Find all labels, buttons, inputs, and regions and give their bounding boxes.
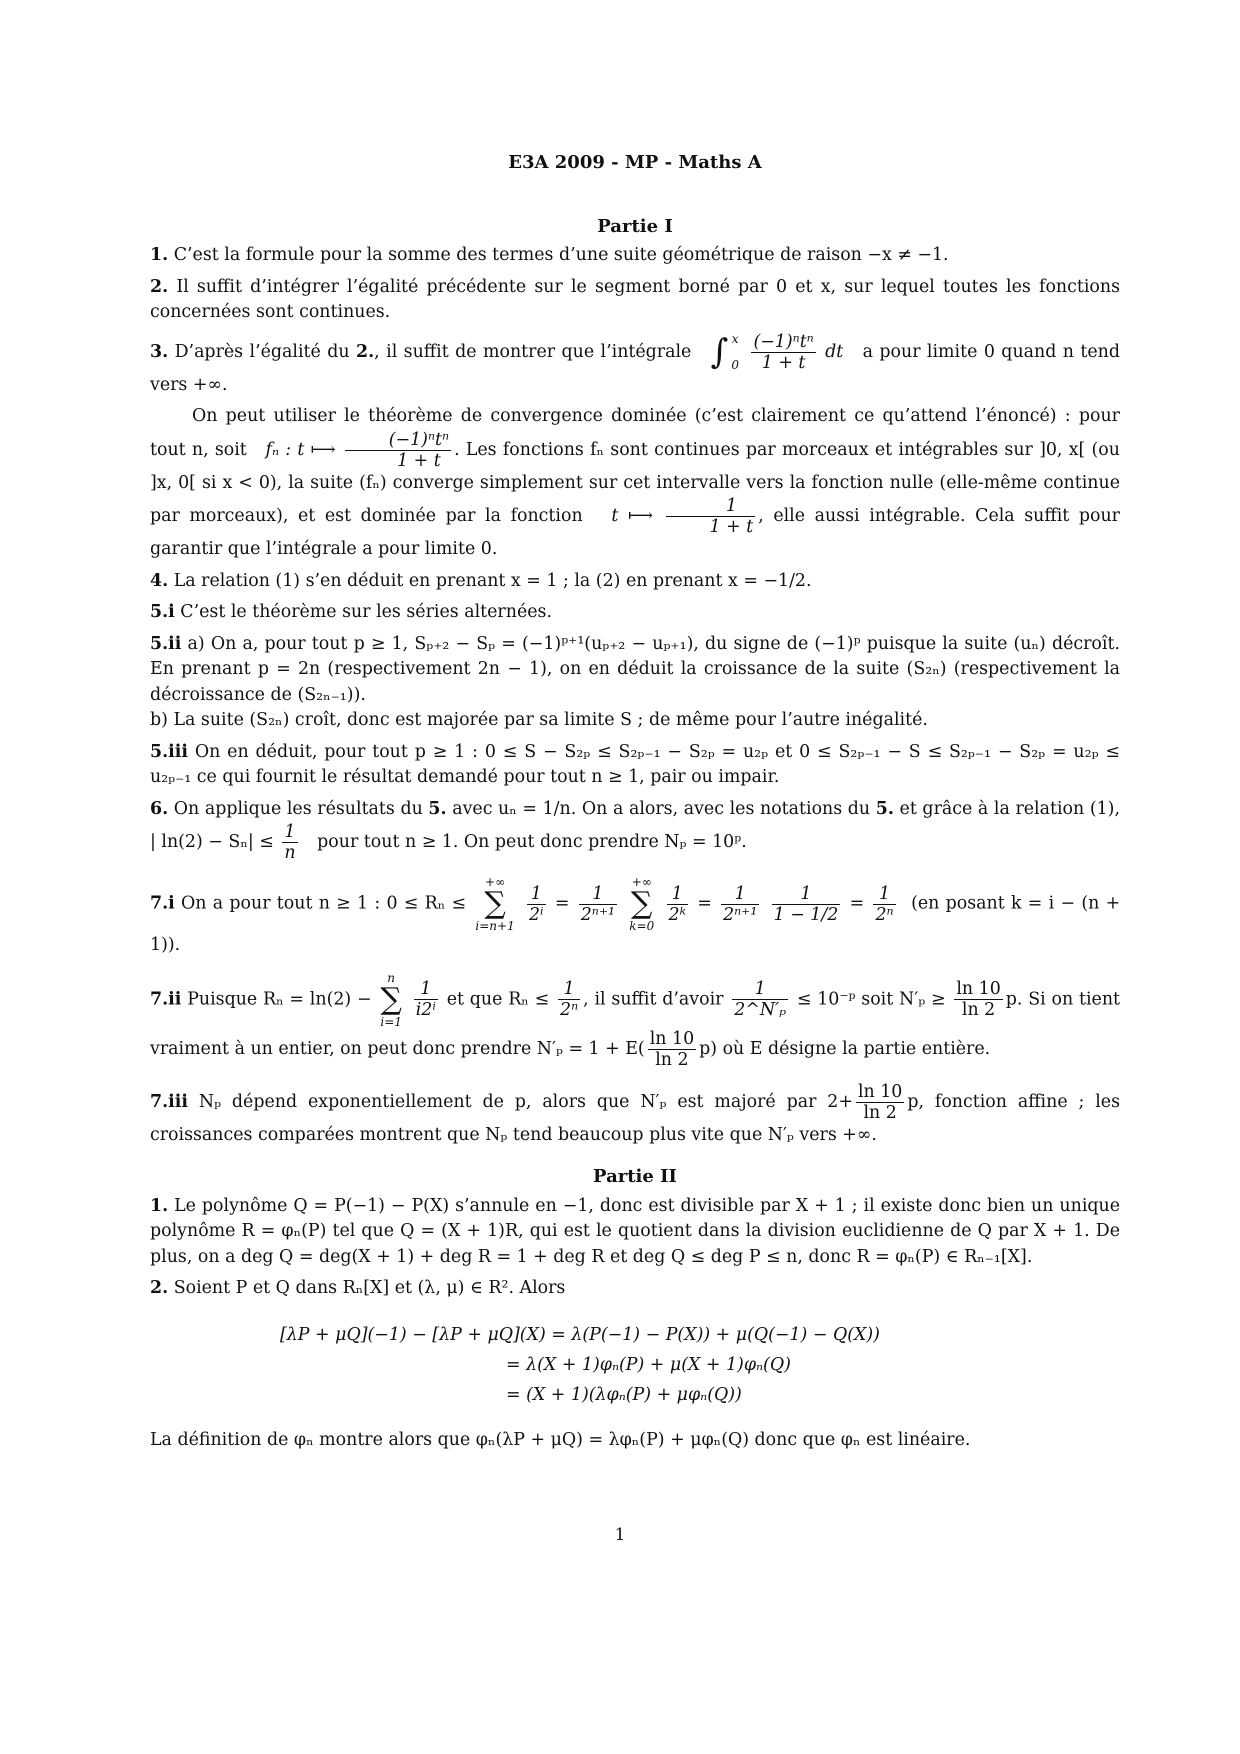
p1-q7i-f5-num: 1 xyxy=(772,884,841,905)
p1-q2 xyxy=(150,275,1120,326)
p1-q7ii-sum xyxy=(380,971,402,1029)
p2-eq-line-2-text: = λ(X + 1)φₙ(P) + μ(X + 1)φₙ(Q) xyxy=(506,1354,791,1375)
p2-q2-text: Soient P et Q dans Rₙ[X] et (λ, μ) ∈ R². Alors xyxy=(173,1278,566,1298)
p1-q7ii-text-e: p. Si on tient vraiment à un entier, on peut donc prendre N′ₚ = 1 + E( xyxy=(150,989,1121,1059)
p1-q7i-f3-den: 2ᵏ xyxy=(668,904,686,925)
p1-q5i xyxy=(150,600,1120,626)
p1-q3-p2-frac-num: (−1)ⁿtⁿ xyxy=(345,430,451,451)
p2-eq-line-3 xyxy=(280,1380,1120,1410)
p1-q7ii-number: 7.ii xyxy=(150,989,182,1009)
p2-q1-text: Le polynôme Q = P(−1) − P(X) s’annule en −1, donc est divisible par X + 1 ; il existe donc bien un unique polynôme R = φₙ(P) tel que Q = (X + 1)R, qui est le quotient dans la division euclidienne de Q par X + 1. De plus, on a deg Q = deg(X + 1) + deg R = 1 + deg R et deg Q ≤ deg P ≤ n, donc R = φₙ(P) ∈ Rₙ₋₁[X]. xyxy=(150,1195,1121,1267)
p1-q7i-f1-num: 1 xyxy=(527,884,546,905)
p1-q3-p2-a: On peut utiliser le théorème de convergence dominée (c’est clairement ce qu’attend l’énoncé) : pour tout n, soit xyxy=(150,406,1120,460)
p1-q6-number: 6. xyxy=(150,798,169,819)
p1-q3-int-limits xyxy=(731,332,739,372)
p2-q1-number: 1. xyxy=(150,1195,169,1216)
p1-q7ii-text-a: Puisque Rₙ = ln(2) − xyxy=(187,989,372,1009)
p1-q6-ref2: 5. xyxy=(875,798,894,819)
p1-q7i-f3-num: 1 xyxy=(667,884,688,905)
p1-q7ii-f2-den: 2ⁿ xyxy=(560,1000,579,1020)
p1-q4-number: 4. xyxy=(150,570,169,591)
p1-q7i-text-b: (en posant k = i − (n + 1)). xyxy=(150,893,1121,955)
p1-q7i-f1-den: 2ⁱ xyxy=(528,904,544,925)
p1-q1-number: 1. xyxy=(150,245,169,265)
p1-q7ii-f1-den: i2ⁱ xyxy=(415,1000,436,1020)
p1-q6-text-d: pour tout n ≥ 1. On peut donc prendre Nₚ = 10ᵖ. xyxy=(317,832,747,852)
p2-q2-number: 2. xyxy=(150,1278,169,1298)
p1-q7ii-frac2 xyxy=(558,979,580,1020)
p1-q7ii-f3-num: 1 xyxy=(732,979,788,1000)
p1-q7i-f5-den: 1 − 1/2 xyxy=(773,904,839,925)
p1-q7ii-text-b: et que Rₙ ≤ xyxy=(446,989,550,1009)
p1-q7i-frac3 xyxy=(667,884,688,925)
p1-q3-text-b: , il suffit de montrer que l’intégrale xyxy=(374,341,692,362)
p1-q3-p2-fraction xyxy=(345,430,451,471)
part-1-title: Partie I xyxy=(597,215,673,237)
part-2-title: Partie II xyxy=(593,1166,677,1187)
p2-eq-line-1: [λP + μQ](−1) − [λP + μQ](X) = λ(P(−1) − P(X)) + μ(Q(−1) − Q(X)) xyxy=(280,1324,880,1345)
p2-q1 xyxy=(150,1194,1120,1271)
p2-eq-line-2 xyxy=(280,1350,1120,1380)
p1-q5i-text: C’est le théorème sur les séries alternées. xyxy=(180,602,552,622)
p1-q7ii-frac5 xyxy=(648,1029,696,1070)
p1-q5ii-text-b: b) La suite (S₂ₙ) croît, donc est majorée par sa limite S ; de même pour l’autre inégalité. xyxy=(150,710,928,730)
p1-q3 xyxy=(150,332,1120,399)
sigma-icon: ∑ xyxy=(631,886,653,921)
p1-q3-number: 3. xyxy=(150,341,169,362)
p1-q4-text: La relation (1) s’en déduit en prenant x = 1 ; la (2) en prenant x = −1/2. xyxy=(173,570,812,591)
p1-q7ii-text-c: , il suffit d’avoir xyxy=(583,989,724,1009)
p1-q7ii-sum-top: n xyxy=(387,970,396,985)
p1-q7i-eq1: = xyxy=(554,893,570,914)
p1-q7ii-f5-num: ln 10 xyxy=(649,1028,695,1049)
p1-q5iii xyxy=(150,740,1120,791)
p1-q7iii-f-num: ln 10 xyxy=(857,1081,903,1102)
p1-q7i-number: 7.i xyxy=(150,893,175,914)
p1-q6-ref1: 5. xyxy=(428,798,447,819)
p1-q7i-frac6 xyxy=(873,884,895,925)
p1-q1-text: C’est la formule pour la somme des termes d’une suite géométrique de raison −x ≠ −1. xyxy=(173,245,949,265)
p1-q7i-sum1 xyxy=(475,875,514,933)
p1-q7i-f2-num: 1 xyxy=(579,884,617,905)
p1-q3-dom-num: 1 xyxy=(666,496,756,517)
p1-q5ii xyxy=(150,632,1120,734)
p1-q3-p2-b: . Les fonctions fₙ sont continues par morceaux et intégrables sur ]0, x[ (ou ]x, 0[ si x < 0), la suite (fₙ) converge simplement sur cet intervalle vers la fonction nulle (elle-même continue par morceaux), et est dominée par la fonction xyxy=(150,439,1120,526)
p1-q7ii-f3-den: 2^N′ₚ xyxy=(734,1000,787,1020)
p1-q3-frac-den: 1 + t xyxy=(761,352,806,373)
p1-q7i-text-a: On a pour tout n ≥ 1 : 0 ≤ Rₙ ≤ xyxy=(181,893,467,914)
sigma-icon: ∑ xyxy=(380,981,402,1017)
p1-q7ii-frac4 xyxy=(954,979,1002,1020)
p1-q7i-f4-num: 1 xyxy=(721,884,759,905)
p1-q7i-frac5 xyxy=(772,884,841,925)
p1-q5ii-text-a: a) On a, pour tout p ≥ 1, Sₚ₊₂ − Sₚ = (−1)ᵖ⁺¹(uₚ₊₂ − uₚ₊₁), du signe de (−1)ᵖ puisque la suite (uₙ) décroît. En prenant p = 2n (respectivement 2n − 1), on en déduit la croissance de la suite (S₂ₙ) (respectivement la décroissance de (S₂ₙ₋₁)). xyxy=(150,633,1120,705)
p1-q3-fraction xyxy=(751,332,815,373)
p1-q6-frac-den: n xyxy=(284,843,296,863)
p1-q7i-eq3: = xyxy=(849,893,865,914)
p2-conclusion: La définition de φₙ montre alors que φₙ(λP + μQ) = λφₙ(P) + μφₙ(Q) donc que φₙ est linéaire. xyxy=(150,1429,971,1450)
p1-q7ii xyxy=(150,971,1120,1070)
p1-q6-fraction xyxy=(282,822,297,863)
p2-q2 xyxy=(150,1276,1120,1302)
p1-q7ii-text-f: p) où E désigne la partie entière. xyxy=(699,1038,991,1059)
page-number: 1 xyxy=(614,1525,626,1545)
p1-q7ii-f4-den: ln 2 xyxy=(961,1000,996,1020)
p1-q7i-sum1-bot: i=n+1 xyxy=(475,919,515,933)
p1-q3-text-a: D’après l’égalité du xyxy=(174,341,350,362)
p1-q3-int-lower: 0 xyxy=(731,358,739,372)
p1-q5i-number: 5.i xyxy=(150,602,175,622)
p1-q3-p2-c: , elle aussi intégrable. Cela suffit pour garantir que l’intégrale a pour limite 0. xyxy=(150,506,1120,559)
p1-q7ii-f4-num: ln 10 xyxy=(956,979,1001,999)
p1-q6-text-c: et grâce à la relation (1), | ln(2) − Sₙ| ≤ xyxy=(150,798,1120,852)
p1-q3-fn: fₙ : t ⟼ xyxy=(265,439,336,460)
p1-q6-frac-num: 1 xyxy=(282,822,297,843)
p1-q7i-f2-den: 2ⁿ⁺¹ xyxy=(580,904,615,925)
p1-q7i-frac1 xyxy=(527,884,546,925)
p1-q7ii-sum-bot: i=1 xyxy=(380,1014,402,1029)
p1-q3-dom: t ⟼ xyxy=(611,506,653,526)
p1-q7iii xyxy=(150,1082,1120,1149)
p1-q7i-eq2: = xyxy=(697,893,712,914)
p1-q7ii-f1-num: 1 xyxy=(414,979,438,1000)
p2-eq-line-3-text: = (X + 1)(λφₙ(P) + μφₙ(Q)) xyxy=(506,1384,742,1405)
p1-q5iii-number: 5.iii xyxy=(150,741,188,762)
sigma-icon: ∑ xyxy=(484,886,506,921)
p1-q3-frac-num: (−1)ⁿtⁿ xyxy=(753,331,814,352)
p1-q7i-f6-den: 2ⁿ xyxy=(875,904,894,925)
p1-q5iii-text: On en déduit, pour tout p ≥ 1 : 0 ≤ S − S₂ₚ ≤ S₂ₚ₋₁ − S₂ₚ = u₂ₚ et 0 ≤ S₂ₚ₋₁ − S ≤ S₂ₚ₋₁ − S₂ₚ = u₂ₚ ≤ u₂ₚ₋₁ ce qui fournit le résultat demandé pour tout n ≥ 1, pair ou impair. xyxy=(150,741,1120,787)
p1-q7iii-fraction xyxy=(856,1082,904,1123)
p1-q7iii-text-a: Nₚ dépend exponentiellement de p, alors que N′ₚ est majoré par 2+ xyxy=(198,1091,853,1112)
p1-q7ii-f2-num: 1 xyxy=(558,979,580,1000)
p1-q7i-f6-num: 1 xyxy=(873,884,895,905)
p1-q7i-sum2-top: +∞ xyxy=(631,875,652,889)
p2-equation-block xyxy=(280,1320,1120,1410)
p1-q5ii-number: 5.ii xyxy=(150,633,182,654)
p1-q7iii-text-b: p, fonction affine ; les croissances comparées montrent que Nₚ tend beaucoup plus vite que N′ₚ vers +∞. xyxy=(150,1091,1121,1145)
p1-q3-dt: dt xyxy=(825,341,844,362)
document-page xyxy=(150,150,1120,1459)
p1-q2-text: Il suffit d’intégrer l’égalité précédente sur le segment borné par 0 et x, sur lequel toutes les fonctions concernées sont continues. xyxy=(150,276,1120,322)
p1-q6 xyxy=(150,797,1120,864)
integral-sign-icon: ∫ xyxy=(710,331,729,372)
p1-q6-text-a: On applique les résultats du xyxy=(173,798,423,819)
p1-q3-para2 xyxy=(150,404,1120,563)
p1-q1 xyxy=(150,243,1120,269)
p1-q6-text-b: avec uₙ = 1/n. On a alors, avec les notations du xyxy=(452,798,871,819)
p1-q7ii-f5-den: ln 2 xyxy=(655,1049,689,1070)
p1-q3-p2-frac-den: 1 + t xyxy=(397,450,441,471)
p1-q7i-frac4 xyxy=(721,884,759,925)
p1-q3-dom-den: 1 + t xyxy=(709,517,754,537)
p1-q7ii-text-d: ≤ 10⁻ᵖ soit N′ₚ ≥ xyxy=(796,989,946,1009)
p1-q7i xyxy=(150,875,1120,959)
p1-q3-dom-fraction xyxy=(666,496,756,537)
p1-q4 xyxy=(150,569,1120,595)
p1-q7i-sum2 xyxy=(629,875,654,933)
p1-q7i-f4-den: 2ⁿ⁺¹ xyxy=(723,904,758,925)
p1-q3-ref: 2. xyxy=(356,341,375,362)
p1-q7iii-number: 7.iii xyxy=(150,1091,188,1112)
p1-q2-number: 2. xyxy=(150,276,169,297)
p1-q7i-sum2-bot: k=0 xyxy=(629,919,655,933)
p1-q7ii-frac1 xyxy=(414,979,438,1020)
p1-q7i-frac2 xyxy=(579,884,617,925)
p1-q7ii-frac3 xyxy=(732,979,788,1020)
p1-q3-int-upper: x xyxy=(731,332,739,346)
p1-q7i-sum1-top: +∞ xyxy=(485,875,506,889)
p1-q3-text-c: a pour limite 0 quand n tend vers +∞. xyxy=(150,341,1121,395)
document-title: E3A 2009 - MP - Maths A xyxy=(508,152,762,173)
p1-q7iii-f-den: ln 2 xyxy=(863,1102,897,1123)
